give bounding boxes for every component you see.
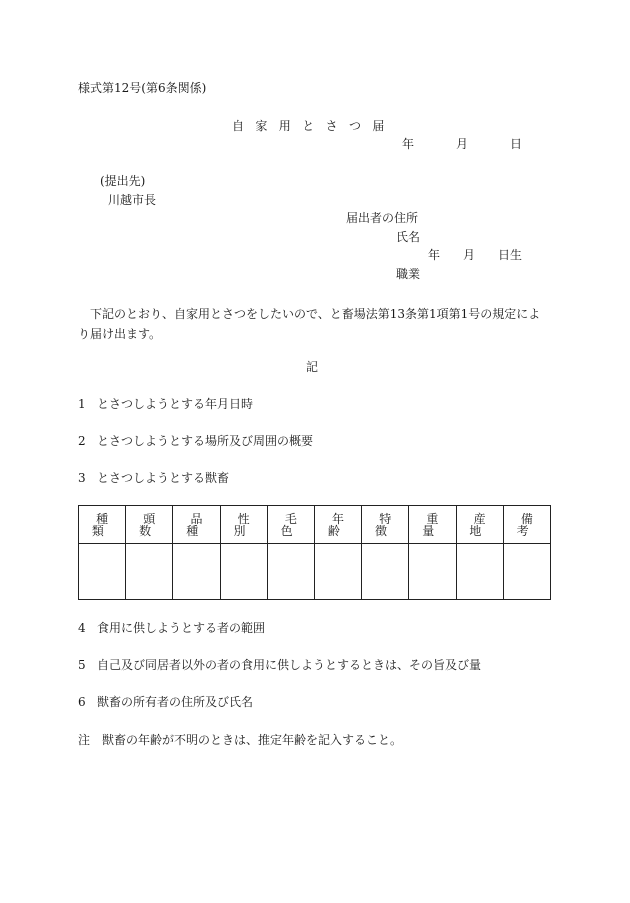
input-cell-sex[interactable] xyxy=(220,544,267,600)
note-text: 獣畜の年齢が不明のときは、推定年齢を記入すること。 xyxy=(102,733,403,747)
applicant-name-label: 氏名 xyxy=(396,230,421,244)
list-item xyxy=(78,659,481,671)
input-cell-coat-color[interactable] xyxy=(267,544,314,600)
header-cell-features: 特徴 xyxy=(362,506,409,544)
body-paragraph: 下記のとおり、自家用とさつをしたいので、と畜場法第13条第1項第1号の規定により届け出ます。 xyxy=(78,307,541,341)
header-cell-age: 年齢 xyxy=(314,506,361,544)
applicant-birthdate-line xyxy=(428,249,522,261)
note-label: 注 xyxy=(78,733,91,747)
input-cell-features[interactable] xyxy=(362,544,409,600)
header-cell-count: 頭数 xyxy=(126,506,173,544)
input-cell-type[interactable] xyxy=(79,544,126,600)
table-header-row xyxy=(79,506,551,544)
list-item xyxy=(78,696,253,708)
item-text: 自己及び同居者以外の者の食用に供しようとするときは、その旨及び量 xyxy=(97,658,482,672)
header-cell-coat-color: 毛色 xyxy=(267,506,314,544)
input-cell-remarks[interactable] xyxy=(503,544,550,600)
item-number: 1 xyxy=(78,397,86,411)
input-cell-age[interactable] xyxy=(314,544,361,600)
list-item xyxy=(78,472,229,484)
document-title: 自家用とさつ届 xyxy=(232,119,396,133)
addressee-label: (提出先) xyxy=(100,174,146,188)
item-number: 5 xyxy=(78,658,86,672)
date-month-label: 月 xyxy=(455,137,468,151)
submission-date-line xyxy=(402,138,522,150)
birth-month-label: 月 xyxy=(462,248,475,262)
item-text: とさつしようとする場所及び周囲の概要 xyxy=(97,434,314,448)
input-cell-count[interactable] xyxy=(126,544,173,600)
item-number: 6 xyxy=(78,695,86,709)
birth-day-label: 日生 xyxy=(497,248,522,262)
livestock-table xyxy=(78,505,551,600)
header-cell-origin: 産地 xyxy=(456,506,503,544)
input-cell-weight[interactable] xyxy=(409,544,456,600)
birth-year-label: 年 xyxy=(428,248,441,262)
item-number: 4 xyxy=(78,621,86,635)
item-text: 獣畜の所有者の住所及び氏名 xyxy=(97,695,254,709)
header-cell-breed: 品種 xyxy=(173,506,220,544)
input-cell-origin[interactable] xyxy=(456,544,503,600)
item-number: 2 xyxy=(78,434,86,448)
item-text: 食用に供しようとする者の範囲 xyxy=(97,621,266,635)
header-cell-sex: 性別 xyxy=(220,506,267,544)
item-number: 3 xyxy=(78,471,86,485)
date-day-label: 日 xyxy=(509,137,522,151)
header-cell-type: 種類 xyxy=(79,506,126,544)
list-item xyxy=(78,622,265,634)
list-item xyxy=(78,435,313,447)
date-year-label: 年 xyxy=(402,137,415,151)
header-cell-weight: 重量 xyxy=(409,506,456,544)
item-text: とさつしようとする獣畜 xyxy=(97,471,230,485)
item-text: とさつしようとする年月日時 xyxy=(97,397,254,411)
applicant-occupation-label: 職業 xyxy=(396,267,421,281)
applicant-address-label: 届出者の住所 xyxy=(346,211,419,225)
list-item xyxy=(78,398,253,410)
note xyxy=(78,734,402,746)
input-cell-breed[interactable] xyxy=(173,544,220,600)
table-row xyxy=(79,544,551,600)
ki-heading: 記 xyxy=(306,360,319,374)
addressee-name: 川越市長 xyxy=(108,193,157,207)
form-number-label: 様式第12号(第6条関係) xyxy=(78,81,207,95)
header-cell-remarks: 備考 xyxy=(503,506,550,544)
